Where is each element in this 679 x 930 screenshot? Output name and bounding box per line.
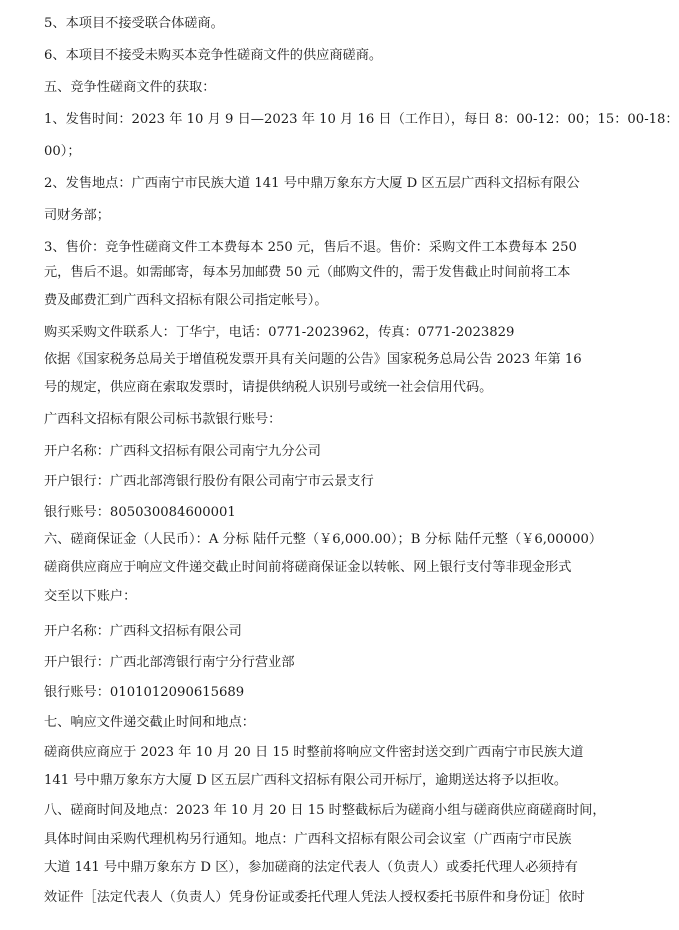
account-bank-2: 开户银行：广西北部湾银行南宁分行营业部 [44, 655, 295, 670]
price-line-2: 元，售后不退。如需邮寄，每本另加邮费 50 元（邮购文件的，需于发售截止时间前将工本 [44, 265, 571, 280]
section-8-line-1: 八、磋商时间及地点：2023 年 10 月 20 日 15 时整截标后为磋商小组与磋商供应商磋商时间， [44, 803, 606, 818]
account-number-1: 银行账号：805030084600001 [44, 505, 236, 520]
tax-notice-line-1: 依据《国家税务总局关于增值税发票开具有关问题的公告》国家税务总局公告 2023 年第 16 [44, 352, 582, 367]
section-7-heading: 七、响应文件递交截止时间和地点： [44, 715, 255, 730]
bank-account-heading: 广西科文招标有限公司标书款银行账号： [44, 412, 282, 427]
section-8-line-4: 效证件［法定代表人（负责人）凭身份证或委托代理人凭法人授权委托书原件和身份证］依时 [44, 890, 585, 905]
submission-line-2: 141 号中鼎万象东方大厦 D 区五层广西科文招标有限公司开标厅，逾期送达将予以拒收。 [44, 773, 568, 788]
submission-line-1: 磋商供应商应于 2023 年 10 月 20 日 15 时整前将响应文件密封送交到广西南宁市民族大道 [44, 745, 584, 760]
deposit-line-1: 六、磋商保证金（人民币）：A 分标 陆仟元整（￥6,000.00）；B 分标 陆仟元整（￥6,00000） [44, 532, 603, 547]
section-8-line-3: 大道 141 号中鼎万象东方 D 区），参加磋商的法定代表人（负责人）或委托代理人必须持有 [44, 860, 578, 875]
section-5-heading: 五、竞争性磋商文件的获取： [44, 80, 216, 95]
account-name-1: 开户名称：广西科文招标有限公司南宁九分公司 [44, 444, 321, 459]
clause-6: 6、本项目不接受未购买本竞争性磋商文件的供应商磋商。 [44, 48, 383, 63]
account-number-2: 银行账号：0101012090615689 [44, 685, 245, 700]
price-line-1: 3、售价：竞争性磋商文件工本费每本 250 元，售后不退。售价：采购文件工本费每本 250 [44, 240, 577, 255]
deposit-line-2: 磋商供应商应于响应文件递交截止时间前将磋商保证金以转帐、网上银行支付等非现金形式 [44, 560, 572, 575]
sale-time-line-2: 00）； [44, 144, 81, 159]
account-bank-1: 开户银行：广西北部湾银行股份有限公司南宁市云景支行 [44, 474, 374, 489]
contact-line: 购买采购文件联系人：丁华宁，电话：0771-2023962，传真：0771-2023829 [44, 325, 515, 340]
account-name-2: 开户名称：广西科文招标有限公司 [44, 624, 242, 639]
sale-time-line-1: 1、发售时间：2023 年 10 月 9 日—2023 年 10 月 16 日（工作日），每日 8：00-12：00；15：00-18： [44, 112, 679, 127]
sale-location-line-2: 司财务部； [44, 208, 110, 223]
section-8-line-2: 具体时间由采购代理机构另行通知。地点：广西科文招标有限公司会议室（广西南宁市民族 [44, 832, 572, 847]
price-line-3: 费及邮费汇到广西科文招标有限公司指定帐号）。 [44, 293, 328, 308]
sale-location-line-1: 2、发售地点：广西南宁市民族大道 141 号中鼎万象东方大厦 D 区五层广西科文招标有限公 [44, 176, 580, 191]
clause-5: 5、本项目不接受联合体磋商。 [44, 16, 224, 31]
deposit-line-3: 交至以下账户： [44, 589, 137, 604]
tax-notice-line-2: 号的规定，供应商在索取发票时，请提供纳税人识别号或统一社会信用代码。 [44, 380, 493, 395]
